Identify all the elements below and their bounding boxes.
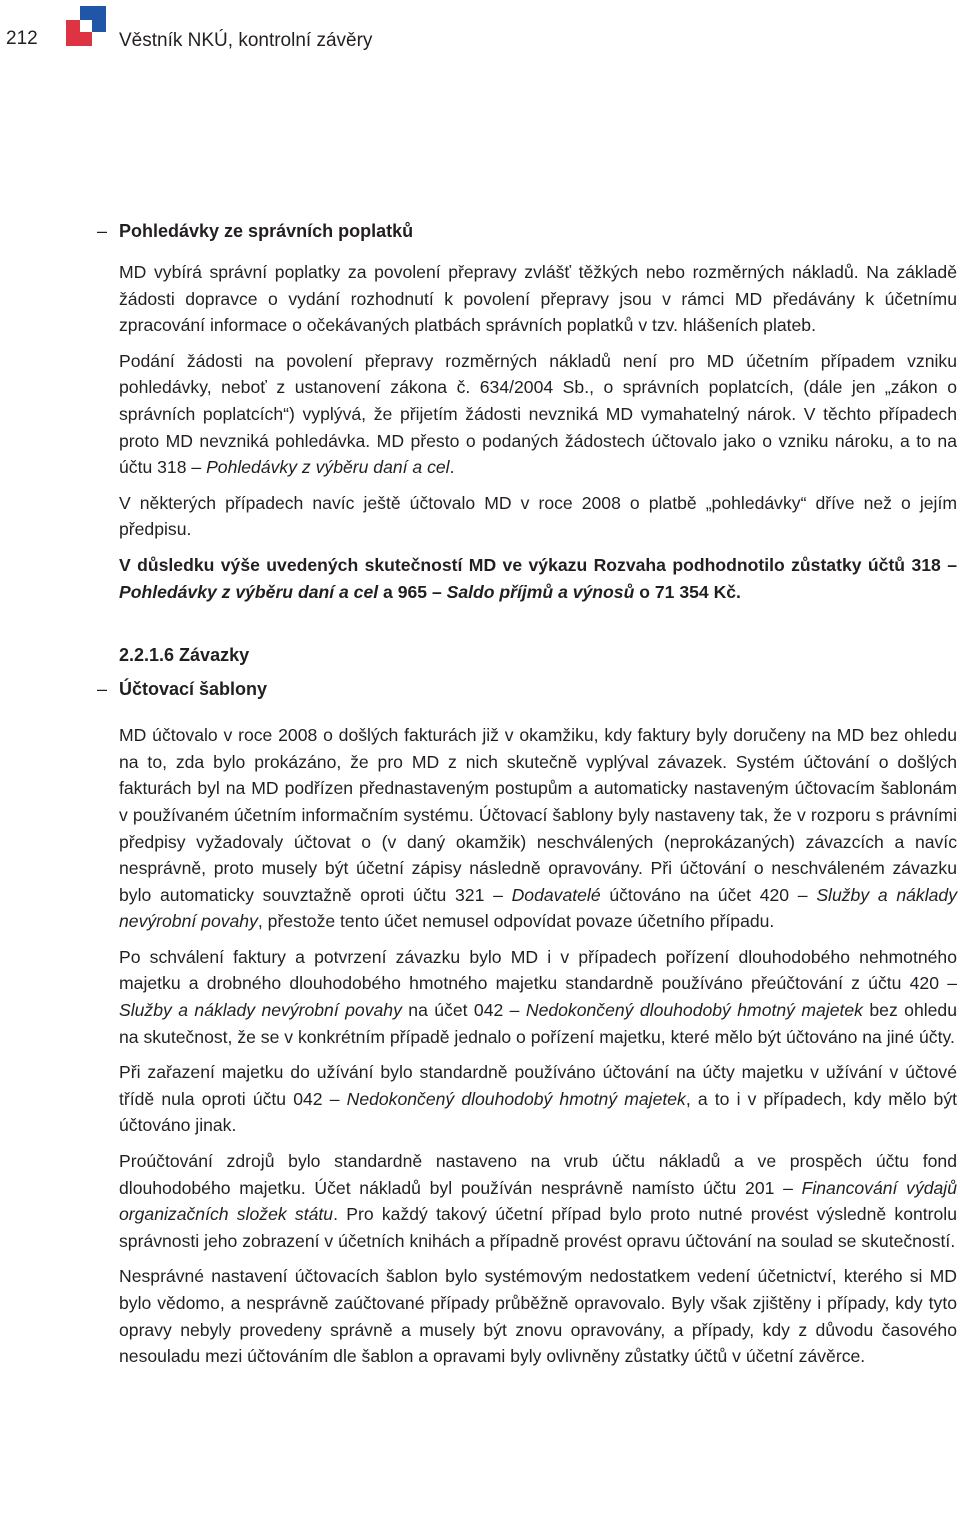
paragraph-text: bez ohledu na skutečnost, že se v konkrétním případě jednalo o pořízení majetku, které mělo být účtováno na jiné účty. [119, 1000, 957, 1047]
header-title: Věstník NKÚ, kontrolní závěry [119, 30, 373, 51]
paragraph-text: Po schválení faktury a potvrzení závazku bylo MD i v případech pořízení dlouhodobého nehmotného majetku a drobného dlouhodobého hmotného majetku standardně používáno přeúčtování z účtu 420 – [119, 946, 957, 994]
document-body [97, 218, 958, 1379]
bullet-heading-text: Účtovací šablony [119, 679, 268, 700]
paragraph-text: účtováno na účet 420 – [600, 884, 817, 905]
account-name: Služby a náklady nevýrobní povahy [119, 884, 957, 932]
account-name: Saldo příjmů a výnosů [446, 581, 635, 602]
paragraph-text: MD vybírá správní poplatky za povolení přepravy zvlášť těžkých nebo rozměrných nákladů. Na základě žádosti dopravce o vydání rozhodnutí k povolení přepravy jsou v rámci MD předávány k účetnímu zpracování informace o očekávaných platbách správních poplatků v tzv. hlášeních plateb. [119, 262, 957, 336]
paragraph [119, 1148, 957, 1254]
account-name: Financování výdajů organizačních složek státu [119, 1177, 957, 1225]
paragraph-text: , přestože tento účet nemusel odpovídat povaze účetního případu. [257, 911, 775, 932]
account-name: Pohledávky z výběru daní a cel [119, 581, 379, 602]
paragraph [119, 944, 957, 1050]
bullet-dash: – [97, 221, 108, 241]
paragraph-text: o 71 354 Kč. [634, 581, 741, 602]
account-name: Nedokončený dlouhodobý hmotný majetek [346, 1088, 686, 1109]
bullet-heading-templates [97, 676, 957, 702]
paragraph-text: a 965 – [378, 581, 447, 602]
paragraph-text: MD účtovalo v roce 2008 o došlých fakturách již v okamžiku, kdy faktury byly doručeny na MD bez ohledu na to, zda bylo prokázáno, že pro MD z nich skutečně vyplýval závazek. Systém účtování o došlých fakturách byl na MD podřízen přednastaveným postupům a automaticky nastaveným účtovacím šablonám v používaném účetním informačním systému. Účtovací šablony byly nastaveny tak, že v rozporu s právními předpisy vyžadovaly účtovat o (v daný okamžik) neschválených (neprokázaných) závazcích a navíc nesprávně, proto musely být účetní zápisy následně opravovány. Při účtování o neschváleném závazku bylo automaticky souvztažně oproti účtu 321 – [119, 725, 957, 905]
paragraph-text: . Pro každý takový účetní případ bylo proto nutné provést výsledně kontrolu správnosti jeho zobrazení v účetních knihách a případně provést opravu účtování na soulad se skutečností. [119, 1204, 957, 1251]
paragraph-text: Podání žádosti na povolení přepravy rozměrných nákladů není pro MD účetním případem vzniku pohledávky, neboť z ustanovení zákona č. 634/2004 Sb., o správních poplatcích, (dále jen „zákon o správních poplatcích“) vyplývá, že přijetím žádosti nevzniká MD vymahatelný nárok. V těchto případech proto MD nevzniká pohledávka. MD přesto o podaných žádostech účtovalo jako o vzniku nároku, a to na účtu 318 – [119, 350, 957, 478]
page-number: 212 [6, 28, 38, 49]
bullet-heading-text: Pohledávky ze správních poplatků [119, 221, 414, 241]
account-name: Pohledávky z výběru daní a cel [206, 457, 450, 478]
paragraph [119, 722, 957, 935]
paragraph-text: . [449, 457, 455, 478]
paragraph-text: Při zařazení majetku do užívání bylo standardně používáno účtování na účty majetku v užívání v účtové třídě nula oproti účtu 042 – [119, 1062, 957, 1109]
paragraph-text: V některých případech navíc ještě účtovalo MD v roce 2008 o platbě „pohledávky“ dříve než o jejím předpisu. [119, 492, 957, 540]
nku-logo-icon [66, 6, 106, 46]
paragraph-text: na účet 042 – [401, 1000, 526, 1021]
paragraph [119, 259, 957, 339]
paragraph-text: , a to i v případech, kdy mělo být účtováno jinak. [119, 1088, 958, 1136]
spacer [119, 614, 957, 642]
bullet-heading-receivables [97, 218, 957, 244]
account-name: Dodavatelé [511, 884, 601, 905]
paragraph [119, 490, 957, 543]
account-name: Služby a náklady nevýrobní povahy [119, 1000, 402, 1021]
paragraph [119, 1263, 957, 1369]
paragraph [119, 348, 957, 481]
account-name: Nedokončený dlouhodobý hmotný majetek [525, 1000, 863, 1021]
paragraph [119, 1059, 957, 1139]
paragraph-text: Proúčtování zdrojů bylo standardně nastaveno na vrub účtu nákladů a ve prospěch účtu fond dlouhodobého majetku. Účet nákladů byl používán nesprávně namísto účtu 201 – [119, 1151, 957, 1198]
paragraph-text: Nesprávné nastavení účtovacích šablon bylo systémovým nedostatkem vedení účetnictví, kterého si MD bylo vědomo, a nesprávně zaúčtované případy průběžně opravovalo. Byly však zjištěny i případy, kdy tyto opravy nebyly provedeny správně a musely být znovu opravovány, a případy, kdy z důvodu časového nesouladu mezi účtováním dle šablon a opravami byly ovlivněny zůstatky účtů v účetní závěrce. [119, 1266, 957, 1367]
logo-overlap-square [80, 20, 92, 32]
paragraph-text: V důsledku výše uvedených skutečností MD ve výkazu Rozvaha podhodnotilo zůstatky účtů 318 – [119, 554, 957, 575]
bullet-dash: – [97, 679, 108, 700]
section-heading-liabilities: 2.2.1.6 Závazky [119, 645, 250, 666]
paragraph-conclusion [119, 552, 957, 605]
